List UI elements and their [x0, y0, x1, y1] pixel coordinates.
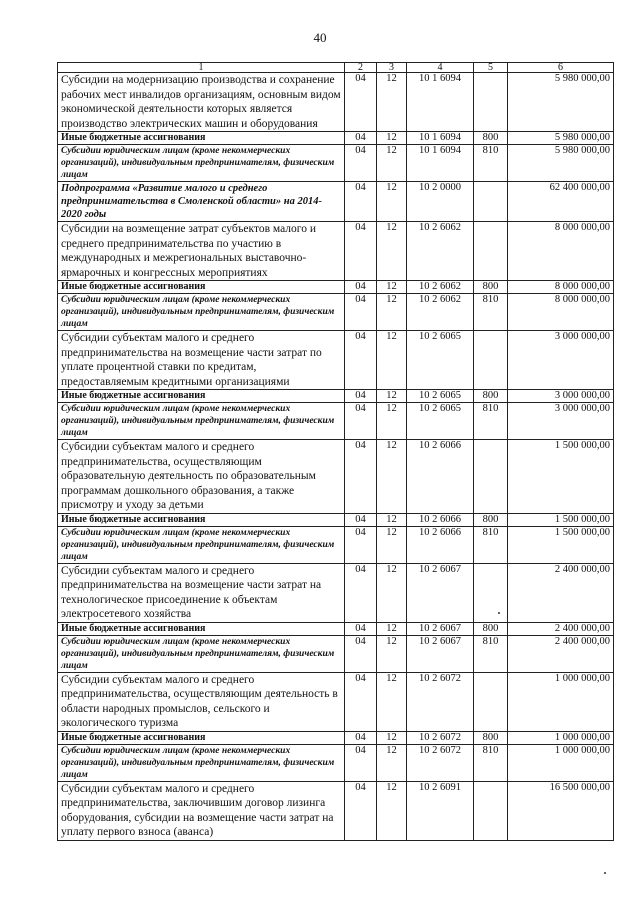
row-target-article-code: 10 1 6094: [407, 145, 474, 182]
row-name: Субсидии субъектам малого и среднего предпринимательства, осуществляющим образовательную деятельность по образовательным программам дошкольного образования, а также присмотру и уходу за детьми: [58, 440, 345, 514]
row-section-code: 04: [345, 781, 377, 840]
row-amount: 2 400 000,00: [508, 635, 614, 672]
row-subsection-code: 12: [377, 145, 407, 182]
row-amount: 16 500 000,00: [508, 781, 614, 840]
row-name: Иные бюджетные ассигнования: [58, 622, 345, 635]
page-number: 40: [313, 30, 327, 45]
row-subsection-code: 12: [377, 132, 407, 145]
table-row: [58, 403, 614, 440]
row-target-article-code: 10 2 6067: [407, 622, 474, 635]
row-name: Субсидии юридическим лицам (кроме некоммерческих организаций), индивидуальным предпринимателям, физическим лицам: [58, 145, 345, 182]
table-row: [58, 635, 614, 672]
row-expense-type-code: [474, 331, 508, 390]
row-subsection-code: 12: [377, 294, 407, 331]
row-amount: 8 000 000,00: [508, 281, 614, 294]
table-body: [58, 73, 614, 841]
row-expense-type-code: 810: [474, 526, 508, 563]
row-section-code: 04: [345, 731, 377, 744]
row-target-article-code: 10 1 6094: [407, 132, 474, 145]
row-subsection-code: 12: [377, 403, 407, 440]
row-subsection-code: 12: [377, 222, 407, 281]
table-row: [58, 145, 614, 182]
row-amount: 8 000 000,00: [508, 294, 614, 331]
row-section-code: 04: [345, 182, 377, 222]
table-row: [58, 331, 614, 390]
header-col-1: 1: [58, 63, 345, 73]
row-amount: 1 500 000,00: [508, 526, 614, 563]
row-section-code: 04: [345, 294, 377, 331]
row-name: Субсидии юридическим лицам (кроме некоммерческих организаций), индивидуальным предпринимателям, физическим лицам: [58, 635, 345, 672]
row-name: Иные бюджетные ассигнования: [58, 513, 345, 526]
row-subsection-code: 12: [377, 672, 407, 731]
row-expense-type-code: [474, 73, 508, 132]
row-target-article-code: 10 2 6066: [407, 440, 474, 514]
row-name: Субсидии юридическим лицам (кроме некоммерческих организаций), индивидуальным предпринимателям, физическим лицам: [58, 526, 345, 563]
budget-table: [57, 62, 614, 841]
row-amount: 1 000 000,00: [508, 744, 614, 781]
table-row: [58, 73, 614, 132]
row-subsection-code: 12: [377, 281, 407, 294]
row-name: Подпрограмма «Развитие малого и среднего предпринимательства в Смоленской области» на 2014-2020 годы: [58, 182, 345, 222]
row-expense-type-code: [474, 672, 508, 731]
row-name: Иные бюджетные ассигнования: [58, 132, 345, 145]
row-section-code: 04: [345, 744, 377, 781]
row-expense-type-code: [474, 182, 508, 222]
row-name: Субсидии на возмещение затрат субъектов малого и среднего предпринимательства по участию в международных и межрегиональных выставочно-ярмарочных и конгрессных мероприятиях: [58, 222, 345, 281]
row-subsection-code: 12: [377, 513, 407, 526]
row-amount: 5 980 000,00: [508, 145, 614, 182]
table-row: [58, 622, 614, 635]
row-section-code: 04: [345, 390, 377, 403]
row-amount: 3 000 000,00: [508, 331, 614, 390]
row-subsection-code: 12: [377, 390, 407, 403]
row-subsection-code: 12: [377, 331, 407, 390]
header-col-4: 4: [407, 63, 474, 73]
table-row: [58, 563, 614, 622]
row-amount: 8 000 000,00: [508, 222, 614, 281]
row-section-code: 04: [345, 526, 377, 563]
row-name: Субсидии юридическим лицам (кроме некоммерческих организаций), индивидуальным предпринимателям, физическим лицам: [58, 294, 345, 331]
table-row: [58, 440, 614, 514]
row-section-code: 04: [345, 403, 377, 440]
table-row: [58, 744, 614, 781]
row-name: Субсидии субъектам малого и среднего предпринимательства на возмещение части затрат на технологическое присоединение к объектам электросетевого хозяйства: [58, 563, 345, 622]
row-expense-type-code: 800: [474, 731, 508, 744]
row-section-code: 04: [345, 145, 377, 182]
table-row: [58, 294, 614, 331]
row-name: Иные бюджетные ассигнования: [58, 390, 345, 403]
row-subsection-code: 12: [377, 731, 407, 744]
row-section-code: 04: [345, 73, 377, 132]
row-expense-type-code: [474, 222, 508, 281]
row-amount: 62 400 000,00: [508, 182, 614, 222]
row-expense-type-code: 810: [474, 294, 508, 331]
row-section-code: 04: [345, 635, 377, 672]
table-row: [58, 731, 614, 744]
row-name: Субсидии субъектам малого и среднего предпринимательства, заключившим договор лизинга оборудования, субсидии на возмещение части затрат на уплату первого взноса (аванса): [58, 781, 345, 840]
row-section-code: 04: [345, 281, 377, 294]
row-name: Субсидии на модернизацию производства и сохранение рабочих мест инвалидов организациям, основным видом экономической деятельности которых является производство электрических машин и оборудования: [58, 73, 345, 132]
row-expense-type-code: 800: [474, 132, 508, 145]
row-target-article-code: 10 1 6094: [407, 73, 474, 132]
table-row: [58, 672, 614, 731]
row-target-article-code: 10 2 6065: [407, 390, 474, 403]
row-section-code: 04: [345, 563, 377, 622]
row-section-code: 04: [345, 132, 377, 145]
row-section-code: 04: [345, 222, 377, 281]
row-expense-type-code: 800: [474, 390, 508, 403]
row-target-article-code: 10 2 6065: [407, 403, 474, 440]
table-row: [58, 222, 614, 281]
row-expense-type-code: 810: [474, 145, 508, 182]
row-name: Субсидии юридическим лицам (кроме некоммерческих организаций), индивидуальным предпринимателям, физическим лицам: [58, 744, 345, 781]
row-expense-type-code: [474, 563, 508, 622]
row-expense-type-code: [474, 440, 508, 514]
row-expense-type-code: 810: [474, 635, 508, 672]
table-row: [58, 281, 614, 294]
table-row: [58, 513, 614, 526]
table-row: [58, 781, 614, 840]
row-name: Иные бюджетные ассигнования: [58, 731, 345, 744]
row-target-article-code: 10 2 6072: [407, 731, 474, 744]
row-subsection-code: 12: [377, 622, 407, 635]
row-target-article-code: 10 2 6091: [407, 781, 474, 840]
table-row: [58, 182, 614, 222]
header-col-5: 5: [474, 63, 508, 73]
row-expense-type-code: 800: [474, 281, 508, 294]
table-row: [58, 526, 614, 563]
row-subsection-code: 12: [377, 744, 407, 781]
row-subsection-code: 12: [377, 440, 407, 514]
row-name: Иные бюджетные ассигнования: [58, 281, 345, 294]
row-expense-type-code: 800: [474, 622, 508, 635]
row-target-article-code: 10 2 6062: [407, 281, 474, 294]
row-target-article-code: 10 2 6067: [407, 563, 474, 622]
row-amount: 2 400 000,00: [508, 563, 614, 622]
row-target-article-code: 10 2 6072: [407, 672, 474, 731]
row-expense-type-code: 810: [474, 403, 508, 440]
row-amount: 3 000 000,00: [508, 390, 614, 403]
row-target-article-code: 10 2 6072: [407, 744, 474, 781]
table-header-row: [58, 63, 614, 73]
row-target-article-code: 10 2 6065: [407, 331, 474, 390]
row-subsection-code: 12: [377, 182, 407, 222]
row-target-article-code: 10 2 0000: [407, 182, 474, 222]
row-expense-type-code: 810: [474, 744, 508, 781]
row-target-article-code: 10 2 6066: [407, 526, 474, 563]
header-col-3: 3: [377, 63, 407, 73]
row-expense-type-code: [474, 781, 508, 840]
row-target-article-code: 10 2 6062: [407, 222, 474, 281]
row-subsection-code: 12: [377, 73, 407, 132]
row-section-code: 04: [345, 440, 377, 514]
row-name: Субсидии субъектам малого и среднего предпринимательства, осуществляющим деятельность в области народных промыслов, сельского и экологического туризма: [58, 672, 345, 731]
row-section-code: 04: [345, 513, 377, 526]
row-subsection-code: 12: [377, 635, 407, 672]
row-amount: 3 000 000,00: [508, 403, 614, 440]
table-row: [58, 132, 614, 145]
scan-speck: [604, 872, 606, 874]
row-section-code: 04: [345, 672, 377, 731]
row-amount: 1 500 000,00: [508, 440, 614, 514]
row-amount: 5 980 000,00: [508, 73, 614, 132]
row-amount: 1 000 000,00: [508, 672, 614, 731]
row-name: Субсидии субъектам малого и среднего предпринимательства на возмещение части затрат по уплате процентной ставки по кредитам, предоставляемым кредитными организациями: [58, 331, 345, 390]
row-amount: 5 980 000,00: [508, 132, 614, 145]
row-amount: 2 400 000,00: [508, 622, 614, 635]
table-row: [58, 390, 614, 403]
row-subsection-code: 12: [377, 781, 407, 840]
header-col-2: 2: [345, 63, 377, 73]
scan-speck: [498, 612, 500, 614]
row-section-code: 04: [345, 331, 377, 390]
row-section-code: 04: [345, 622, 377, 635]
row-target-article-code: 10 2 6062: [407, 294, 474, 331]
row-name: Субсидии юридическим лицам (кроме некоммерческих организаций), индивидуальным предпринимателям, физическим лицам: [58, 403, 345, 440]
row-amount: 1 500 000,00: [508, 513, 614, 526]
row-subsection-code: 12: [377, 563, 407, 622]
row-target-article-code: 10 2 6066: [407, 513, 474, 526]
row-subsection-code: 12: [377, 526, 407, 563]
header-col-6: 6: [508, 63, 614, 73]
row-target-article-code: 10 2 6067: [407, 635, 474, 672]
row-amount: 1 000 000,00: [508, 731, 614, 744]
row-expense-type-code: 800: [474, 513, 508, 526]
